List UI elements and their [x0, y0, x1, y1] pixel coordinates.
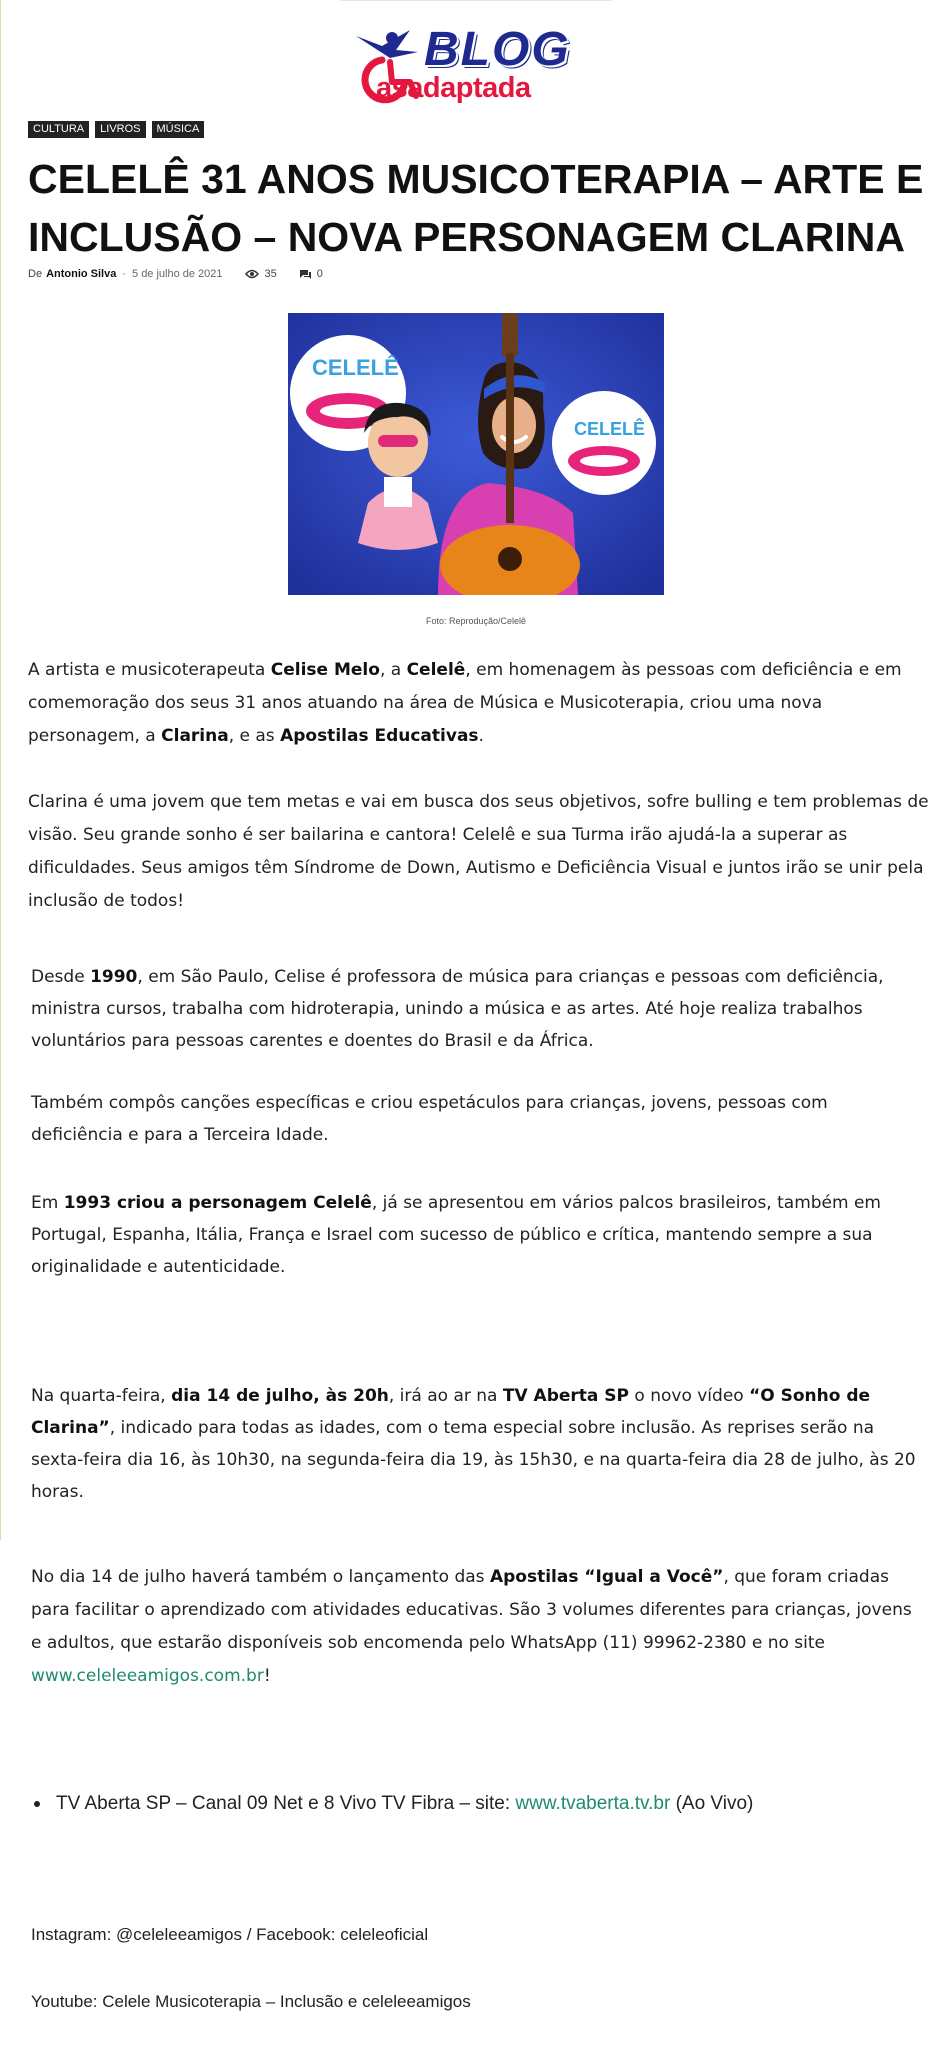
- page-edge-line: [0, 0, 1, 1540]
- photo-logo-text-right: CELELÊ: [574, 419, 646, 439]
- comments-count: 0: [316, 268, 323, 280]
- tag-musica[interactable]: MÚSICA: [152, 121, 205, 138]
- tv-channel-list-item: TV Aberta SP – Canal 09 Net e 8 Vivo TV Fibra – site: www.tvaberta.tv.br (Ao Vivo): [32, 1788, 932, 1820]
- paragraph-apostilas: No dia 14 de julho haverá também o lançamento das Apostilas “Igual a Você”, que foram criadas para facilitar o aprendizado com atividades educativas. São 3 volumes diferentes para crianças, jovens e adultos, que estarão disponíveis sob encomenda pelo WhatsApp (11) 99962-2380 e no site www.celeleeamigos.com.br!: [31, 1567, 912, 1686]
- paragraph-desde-1990: Desde 1990, em São Paulo, Celise é professora de música para crianças e pessoas com deficiência, ministra cursos, trabalha com hidroterapia, unindo a música e as artes. Até hoje realiza trabalhos voluntários para pessoas carentes e doentes do Brasil e da África.: [31, 967, 884, 1051]
- youtube-links: Youtube: Celele Musicoterapia – Inclusão e celeleeamigos: [31, 1992, 471, 2011]
- views-counter: [245, 268, 277, 280]
- logo-blog-text: BLOG: [424, 23, 571, 76]
- category-tags: [28, 121, 204, 138]
- comment-icon: [299, 269, 312, 280]
- eye-icon: [245, 269, 259, 279]
- featured-image: [288, 313, 664, 595]
- paragraph-intro: A artista e musicoterapeuta Celise Melo, a Celelê, em homenagem às pessoas com deficiência e em comemoração dos seus 31 anos atuando na área de Música e Musicoterapia, criou uma nova personagem, a Clarina, e as Apostilas Educativas.: [28, 660, 902, 746]
- bold-apostilas: Apostilas Educativas: [280, 726, 479, 746]
- celeleeamigos-link[interactable]: www.celeleeamigos.com.br: [31, 1666, 264, 1686]
- bold-video: “O Sonho de Clarina”: [31, 1386, 871, 1438]
- bold-1993: 1993 criou a personagem Celelê: [63, 1193, 372, 1213]
- bold-celele: Celelê: [406, 660, 466, 680]
- top-divider: [340, 0, 612, 1]
- featured-illustration: [288, 313, 664, 595]
- social-links: Instagram: @celeleeamigos / Facebook: celeleoficial: [31, 1925, 429, 1944]
- comments-counter[interactable]: [299, 268, 323, 280]
- bold-celise: Celise Melo: [270, 660, 380, 680]
- bold-year: 1990: [90, 967, 138, 987]
- post-meta: [28, 268, 323, 280]
- tag-livros[interactable]: LIVROS: [95, 121, 145, 138]
- paragraph-compos: Também compôs canções específicas e criou espetáculos para crianças, jovens, pessoas com deficiência e para a Terceira Idade.: [31, 1093, 828, 1145]
- post-date: 5 de julho de 2021: [132, 268, 223, 280]
- author-link[interactable]: Antonio Silva: [46, 268, 117, 280]
- post-title: CELELÊ 31 ANOS MUSICOTERAPIA – ARTE E INCLUSÃO – NOVA PERSONAGEM CLARINA: [28, 156, 924, 260]
- site-logo[interactable]: [352, 18, 602, 108]
- bold-tv: TV Aberta SP: [502, 1386, 629, 1406]
- photo-logo-text-left: CELELÊ: [312, 355, 399, 380]
- bullet-dot: [34, 1801, 40, 1807]
- tag-cultura[interactable]: CULTURA: [28, 121, 89, 138]
- views-count: 35: [264, 268, 277, 280]
- paragraph-clarina: Clarina é uma jovem que tem metas e vai em busca dos seus objetivos, sofre bulling e tem problemas de visão. Seu grande sonho é ser bailarina e cantora! Celelê e sua Turma irão ajudá-la a superar as dificuldades. Seus amigos têm Síndrome de Down, Autismo e Deficiência Visual e juntos irão se unir pela inclusão de todos!: [28, 792, 929, 911]
- logo-site-text: asadaptada: [376, 72, 531, 104]
- tvaberta-link[interactable]: www.tvaberta.tv.br: [515, 1793, 671, 1814]
- bold-apostilas-igual: Apostilas “Igual a Você”: [489, 1567, 724, 1587]
- paragraph-tv-schedule: Na quarta-feira, dia 14 de julho, às 20h, irá ao ar na TV Aberta SP o novo vídeo “O Sonho de Clarina”, indicado para todas as idades, com o tema especial sobre inclusão. As reprises serão na sexta-feira dia 16, às 10h30, na segunda-feira dia 19, às 15h30, e na quarta-feira dia 28 de julho, às 20 horas.: [31, 1386, 916, 1502]
- paragraph-1993: Em 1993 criou a personagem Celelê, já se apresentou em vários palcos brasileiros, também em Portugal, Espanha, Itália, França e Israel com sucesso de público e crítica, mantendo sempre a sua originalidade e autenticidade.: [31, 1193, 881, 1277]
- bold-clarina: Clarina: [161, 726, 229, 746]
- meta-separator: -: [122, 268, 127, 280]
- image-caption: Foto: Reprodução/Celelê: [425, 616, 527, 626]
- author-prefix: De: [28, 268, 43, 280]
- bold-date: dia 14 de julho, às 20h: [171, 1386, 389, 1406]
